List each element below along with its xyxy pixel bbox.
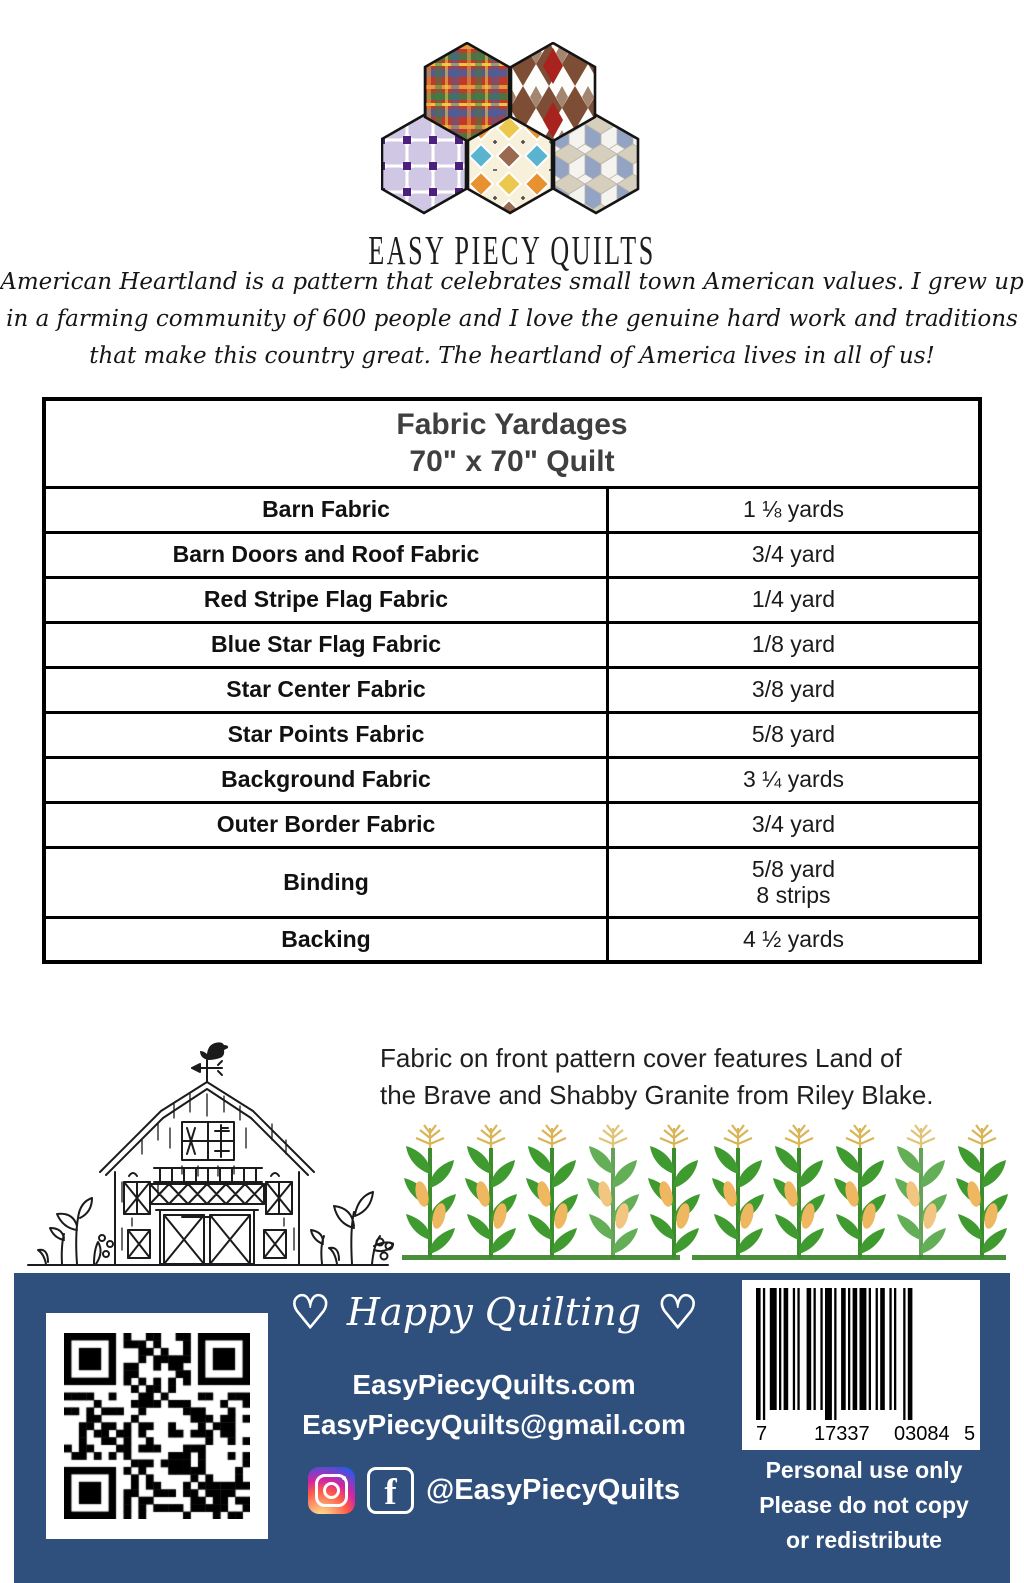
intro-line-2: in a farming community of 600 people and I love the genuine hard work and traditions (6, 306, 1018, 332)
row-value: 5/8 yard (607, 712, 980, 757)
usage-line-1: Personal use only (765, 1457, 963, 1483)
table-row (44, 532, 980, 577)
row-label: Star Center Fabric (44, 667, 607, 712)
barcode-digit-left: 7 (756, 1423, 768, 1445)
row-label: Blue Star Flag Fabric (44, 622, 607, 667)
barn-illustration (22, 1032, 394, 1272)
row-label: Barn Fabric (44, 487, 607, 532)
row-value (607, 847, 980, 917)
intro-line-3: that make this country great. The heartland of America lives in all of us! (89, 343, 935, 369)
table-row (44, 802, 980, 847)
fabric-note-line-1: Fabric on front pattern cover features Land of (380, 1043, 902, 1073)
row-label: Outer Border Fabric (44, 802, 607, 847)
tagline-row (264, 1286, 724, 1338)
usage-line-2: Please do not copy (759, 1492, 969, 1518)
row-label: Red Stripe Flag Fabric (44, 577, 607, 622)
corn-stalks-illustration (400, 1122, 1008, 1264)
row-label: Star Points Fabric (44, 712, 607, 757)
instagram-flash-dot (342, 1476, 346, 1480)
tagline-text: Happy Quilting (346, 1290, 642, 1334)
row-value: 3/8 yard (607, 667, 980, 712)
row-value: 3/4 yard (607, 532, 980, 577)
heart-icon: ♡ (657, 1286, 699, 1338)
row-value-line-1: 5/8 yard (751, 856, 836, 882)
instagram-icon[interactable] (308, 1467, 355, 1514)
footer (14, 1273, 1010, 1583)
row-value: 3/4 yard (607, 802, 980, 847)
social-row (264, 1467, 724, 1514)
table-row (44, 847, 980, 917)
fabric-yardage-table (42, 397, 982, 964)
barcode-digits-group2: 03084 (894, 1423, 950, 1445)
table-row (44, 622, 980, 667)
instagram-lens (323, 1482, 340, 1499)
email-link[interactable]: EasyPiecyQuilts@gmail.com (302, 1409, 686, 1440)
row-label: Barn Doors and Roof Fabric (44, 532, 607, 577)
row-value: 4 ½ yards (607, 917, 980, 962)
table-row (44, 757, 980, 802)
brand-name: EASY PIECY QUILTS (368, 227, 656, 274)
social-handle[interactable]: @EasyPiecyQuilts (426, 1474, 680, 1506)
usage-notice (719, 1453, 1009, 1558)
barcode-digits-group1: 17337 (814, 1423, 870, 1445)
heart-icon: ♡ (289, 1286, 331, 1338)
table-title-line-2: 70" x 70" Quilt (409, 445, 615, 479)
row-label: Background Fabric (44, 757, 607, 802)
table-title-line-1: Fabric Yardages (396, 408, 628, 442)
table-row (44, 577, 980, 622)
row-value: 1/4 yard (607, 577, 980, 622)
row-value: 1 ⅛ yards (607, 487, 980, 532)
logo (0, 42, 1024, 274)
row-label: Backing (44, 917, 607, 962)
footer-center (264, 1273, 724, 1514)
intro-line-1: American Heartland is a pattern that celebrates small town American values. I grew up (0, 269, 1024, 295)
table-row (44, 917, 980, 962)
table-title (44, 399, 980, 487)
logo-hexagons-illustration (381, 42, 643, 218)
facebook-f-glyph: f (384, 1472, 397, 1513)
row-value: 1/8 yard (607, 622, 980, 667)
facebook-icon[interactable] (367, 1467, 414, 1514)
row-label: Binding (44, 847, 607, 917)
table-row (44, 487, 980, 532)
usage-line-3: or redistribute (786, 1527, 942, 1553)
website-link[interactable]: EasyPiecyQuilts.com (352, 1369, 636, 1400)
intro-paragraph (0, 264, 1024, 375)
barcode-digit-right: 5 (964, 1423, 976, 1445)
table-row (44, 712, 980, 757)
row-value: 3 ¼ yards (607, 757, 980, 802)
barcode (742, 1280, 980, 1450)
fabric-note (380, 1040, 1000, 1114)
table-row (44, 667, 980, 712)
row-value-line-2: 8 strips (756, 882, 831, 908)
qr-code (46, 1313, 268, 1539)
fabric-note-line-2: the Brave and Shabby Granite from Riley Blake. (380, 1080, 934, 1110)
